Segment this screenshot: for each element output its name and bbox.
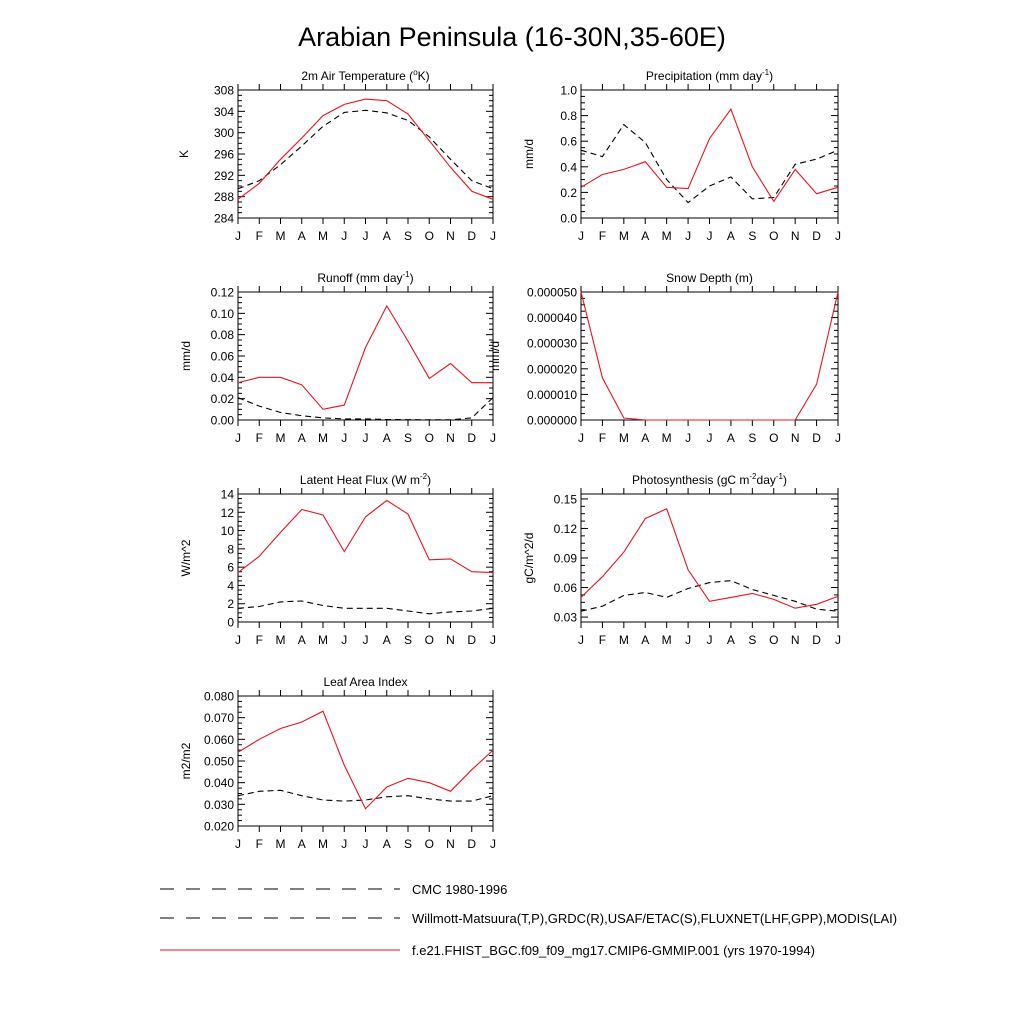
panel-5 — [522, 472, 841, 647]
panel-0 — [177, 68, 496, 243]
x-tick-label: S — [403, 229, 413, 243]
panel-title — [323, 675, 407, 689]
x-tick-label: F — [598, 431, 607, 445]
y-tick-label: 288 — [213, 190, 234, 205]
x-tick-label: M — [618, 229, 629, 243]
x-tick-label: M — [318, 633, 328, 647]
panel-title-sup: -1 — [761, 68, 770, 77]
y-tick-label: 0.080 — [203, 689, 234, 704]
y-tick-label: 10 — [220, 524, 234, 539]
x-tick-label: A — [382, 633, 391, 647]
y-tick-label: 0.12 — [210, 285, 234, 300]
x-tick-label: D — [812, 633, 821, 647]
observed-series-line — [238, 398, 493, 420]
panel-title — [301, 68, 429, 83]
panel-4 — [179, 472, 496, 647]
x-tick-label: J — [235, 229, 241, 243]
panel-title — [632, 472, 787, 487]
x-tick-label: J — [685, 431, 692, 445]
x-tick-label: J — [362, 837, 369, 851]
panel-title-tail: day — [756, 473, 776, 487]
x-tick-label: F — [255, 633, 263, 647]
x-tick-label: J — [685, 229, 692, 243]
x-tick-label: J — [490, 837, 496, 851]
x-tick-label: M — [275, 837, 286, 851]
x-tick-label: J — [235, 837, 241, 851]
panel-title-sup: -2 — [419, 472, 428, 481]
x-tick-label: J — [341, 229, 348, 243]
plot-frame — [238, 292, 493, 420]
x-tick-label: M — [275, 229, 286, 243]
y-tick-label: 304 — [213, 104, 234, 119]
x-tick-label: S — [748, 431, 757, 445]
x-tick-label: M — [661, 229, 672, 243]
x-tick-label: J — [490, 229, 496, 243]
x-tick-label: F — [598, 229, 607, 243]
plot-frame — [238, 494, 493, 622]
y-tick-label: 284 — [213, 211, 234, 226]
x-tick-label: J — [706, 431, 713, 445]
panel-3 — [488, 271, 841, 445]
x-tick-label: A — [297, 633, 306, 647]
x-tick-label: M — [275, 633, 286, 647]
model-series-line — [581, 109, 838, 201]
panel-title-sup: o — [413, 68, 418, 77]
x-tick-label: O — [424, 633, 434, 647]
y-tick-label: 0.02 — [210, 392, 234, 407]
plot-frame — [581, 292, 838, 420]
y-tick-label: 0.000020 — [526, 362, 577, 377]
model-series-line — [238, 711, 493, 809]
x-tick-label: M — [318, 431, 328, 445]
x-tick-label: N — [446, 633, 455, 647]
x-tick-label: F — [255, 431, 263, 445]
panel-title-text: Snow Depth (m) — [666, 271, 753, 285]
y-tick-label: 0.00 — [210, 413, 234, 428]
observed-series-line — [238, 110, 493, 188]
x-tick-label: D — [467, 431, 477, 445]
x-tick-label: A — [726, 431, 735, 445]
legend — [160, 882, 897, 958]
x-tick-label: J — [578, 229, 584, 243]
panel-title-sup: -1 — [402, 270, 410, 279]
legend-label-1: Willmott-Matsuura(T,P),GRDC(R),USAF/ETAC(S),FLUXNET(LHF,GPP),MODIS(LAI) — [412, 911, 898, 926]
plot-frame — [581, 90, 838, 218]
x-tick-label: S — [748, 229, 757, 243]
y-axis-label: m2/m2 — [179, 742, 193, 780]
observed-series-line — [238, 601, 493, 614]
y-tick-label: 12 — [220, 505, 234, 520]
y-axis-label: mm/d — [522, 139, 536, 169]
x-tick-label: F — [598, 633, 607, 647]
x-tick-label: O — [424, 229, 434, 243]
y-axis-label: mm/d — [179, 341, 193, 371]
x-tick-label: S — [403, 837, 413, 851]
model-series-line — [238, 500, 493, 572]
y-tick-label: 0.08 — [210, 328, 234, 343]
x-tick-label: J — [685, 633, 692, 647]
plot-frame — [238, 90, 493, 218]
x-tick-label: O — [424, 431, 434, 445]
y-axis-label: W/m^2 — [179, 539, 193, 577]
y-tick-label: 0.040 — [203, 776, 234, 791]
x-tick-label: M — [618, 633, 629, 647]
model-series-line — [581, 509, 838, 608]
y-tick-label: 0.000030 — [526, 336, 577, 351]
y-tick-label: 0.2 — [560, 185, 577, 200]
y-tick-label: 0.060 — [203, 732, 234, 747]
x-tick-label: M — [661, 633, 672, 647]
y-axis-label: K — [177, 149, 191, 159]
x-tick-label: O — [769, 633, 779, 647]
y-tick-label: 0.09 — [553, 551, 577, 566]
panel-title-sup2: -1 — [775, 472, 783, 481]
panel-title-text: 2m Air Temperature ( — [301, 69, 414, 83]
y-tick-label: 6 — [227, 560, 234, 575]
x-tick-label: N — [790, 229, 800, 243]
y-tick-label: 0.12 — [553, 521, 577, 536]
panel-title-tail: ) — [427, 473, 432, 487]
x-tick-label: N — [446, 431, 455, 445]
x-tick-label: J — [835, 229, 841, 243]
y-tick-label: 0.8 — [560, 109, 577, 124]
x-tick-label: O — [769, 431, 779, 445]
x-tick-label: N — [790, 633, 800, 647]
y-tick-label: 14 — [220, 487, 234, 502]
legend-label-2: f.e21.FHIST_BGC.f09_f09_mg17.CMIP6-GMMIP.001 (yrs 1970-1994) — [412, 943, 815, 958]
y-tick-label: 0.030 — [203, 797, 234, 812]
x-tick-label: D — [467, 837, 477, 851]
x-tick-label: A — [297, 229, 306, 243]
x-tick-label: N — [790, 431, 800, 445]
x-tick-label: D — [812, 431, 821, 445]
model-series-line — [238, 306, 493, 409]
model-series-line — [581, 292, 838, 420]
panel-title-sup: -2 — [749, 472, 757, 481]
y-tick-label: 0.06 — [553, 581, 577, 596]
panel-title-text: Runoff (mm day — [317, 271, 403, 285]
x-tick-label: J — [341, 633, 348, 647]
y-tick-label: 0.020 — [203, 819, 234, 834]
observed-series-line — [581, 125, 838, 203]
x-tick-label: J — [578, 431, 584, 445]
y-tick-label: 0.06 — [210, 349, 234, 364]
x-tick-label: N — [446, 837, 455, 851]
x-tick-label: F — [255, 229, 263, 243]
observed-series-line — [238, 790, 493, 801]
x-tick-label: M — [275, 431, 286, 445]
x-tick-label: D — [467, 229, 477, 243]
panel-title-text: Leaf Area Index — [323, 675, 408, 689]
x-tick-label: A — [641, 633, 650, 647]
model-series-line — [238, 99, 493, 199]
x-tick-label: J — [835, 633, 841, 647]
y-tick-label: 0.000050 — [526, 285, 577, 300]
y-tick-label: 0.000010 — [526, 387, 577, 402]
x-tick-label: D — [812, 229, 821, 243]
y-tick-label: 300 — [213, 126, 234, 141]
y-tick-label: 1.0 — [560, 83, 577, 98]
x-tick-label: J — [341, 431, 348, 445]
panel-title — [300, 472, 431, 487]
panel-title-tail: ) — [769, 69, 774, 83]
plot-frame — [581, 494, 838, 622]
y-tick-label: 4 — [227, 578, 234, 593]
panels — [177, 68, 841, 851]
x-tick-label: J — [362, 633, 369, 647]
y-tick-label: 0.03 — [553, 610, 577, 625]
x-tick-label: A — [297, 431, 306, 445]
x-tick-label: A — [641, 229, 650, 243]
x-tick-label: A — [641, 431, 650, 445]
x-tick-label: J — [706, 229, 713, 243]
x-tick-label: A — [382, 431, 391, 445]
panel-title — [317, 270, 413, 285]
y-tick-label: 0.4 — [560, 160, 577, 175]
x-tick-label: A — [297, 837, 306, 851]
y-tick-label: 0.6 — [560, 134, 577, 149]
panel-title-text: Precipitation (mm day — [645, 69, 762, 83]
y-tick-label: 296 — [213, 147, 234, 162]
plot-frame — [238, 696, 493, 826]
x-tick-label: J — [490, 431, 496, 445]
panel-1 — [522, 68, 841, 243]
y-tick-label: 0.0 — [560, 211, 577, 226]
panel-title — [666, 271, 753, 285]
x-tick-label: J — [706, 633, 713, 647]
panel-title — [646, 68, 773, 83]
legend-label-0: CMC 1980-1996 — [412, 882, 508, 897]
x-tick-label: A — [726, 633, 735, 647]
panel-2 — [179, 270, 496, 445]
y-tick-label: 0 — [227, 615, 234, 630]
panel-6 — [179, 675, 496, 851]
x-tick-label: J — [578, 633, 584, 647]
figure-title: Arabian Peninsula (16-30N,35-60E) — [298, 22, 726, 52]
x-tick-label: J — [362, 431, 369, 445]
x-tick-label: O — [424, 837, 434, 851]
x-tick-label: S — [403, 633, 413, 647]
x-tick-label: M — [318, 229, 328, 243]
x-tick-label: J — [835, 431, 841, 445]
x-tick-label: M — [661, 431, 672, 445]
y-axis-label: gC/m^2/d — [522, 532, 536, 584]
x-tick-label: F — [255, 837, 263, 851]
observed-series-line — [581, 581, 838, 612]
x-tick-label: O — [769, 229, 779, 243]
x-tick-label: J — [490, 633, 496, 647]
x-tick-label: J — [235, 633, 241, 647]
y-tick-label: 292 — [213, 168, 234, 183]
panel-title-tail: K) — [417, 69, 430, 83]
y-tick-label: 0.15 — [553, 492, 577, 507]
y-axis-label: mm/d — [488, 341, 502, 371]
x-tick-label: M — [318, 837, 328, 851]
x-tick-label: J — [362, 229, 369, 243]
y-tick-label: 308 — [213, 83, 234, 98]
y-tick-label: 0.070 — [203, 711, 234, 726]
panel-title-tail: ) — [409, 271, 414, 285]
panel-title-text: Photosynthesis (gC m — [632, 473, 750, 487]
x-tick-label: M — [618, 431, 629, 445]
x-tick-label: D — [467, 633, 477, 647]
y-tick-label: 8 — [227, 542, 234, 557]
panel-title-tail2: ) — [783, 473, 787, 487]
y-tick-label: 0.10 — [210, 306, 234, 321]
x-tick-label: J — [341, 837, 348, 851]
x-tick-label: A — [382, 229, 391, 243]
x-tick-label: A — [726, 229, 735, 243]
x-tick-label: A — [382, 837, 391, 851]
panel-title-text: Latent Heat Flux (W m — [299, 473, 420, 487]
x-tick-label: S — [748, 633, 757, 647]
x-tick-label: J — [235, 431, 241, 445]
y-tick-label: 0.04 — [210, 370, 234, 385]
y-tick-label: 2 — [227, 597, 234, 612]
y-tick-label: 0.000040 — [526, 311, 577, 326]
y-tick-label: 0.000000 — [526, 413, 577, 428]
y-tick-label: 0.050 — [203, 754, 234, 769]
x-tick-label: S — [403, 431, 413, 445]
x-tick-label: N — [446, 229, 455, 243]
